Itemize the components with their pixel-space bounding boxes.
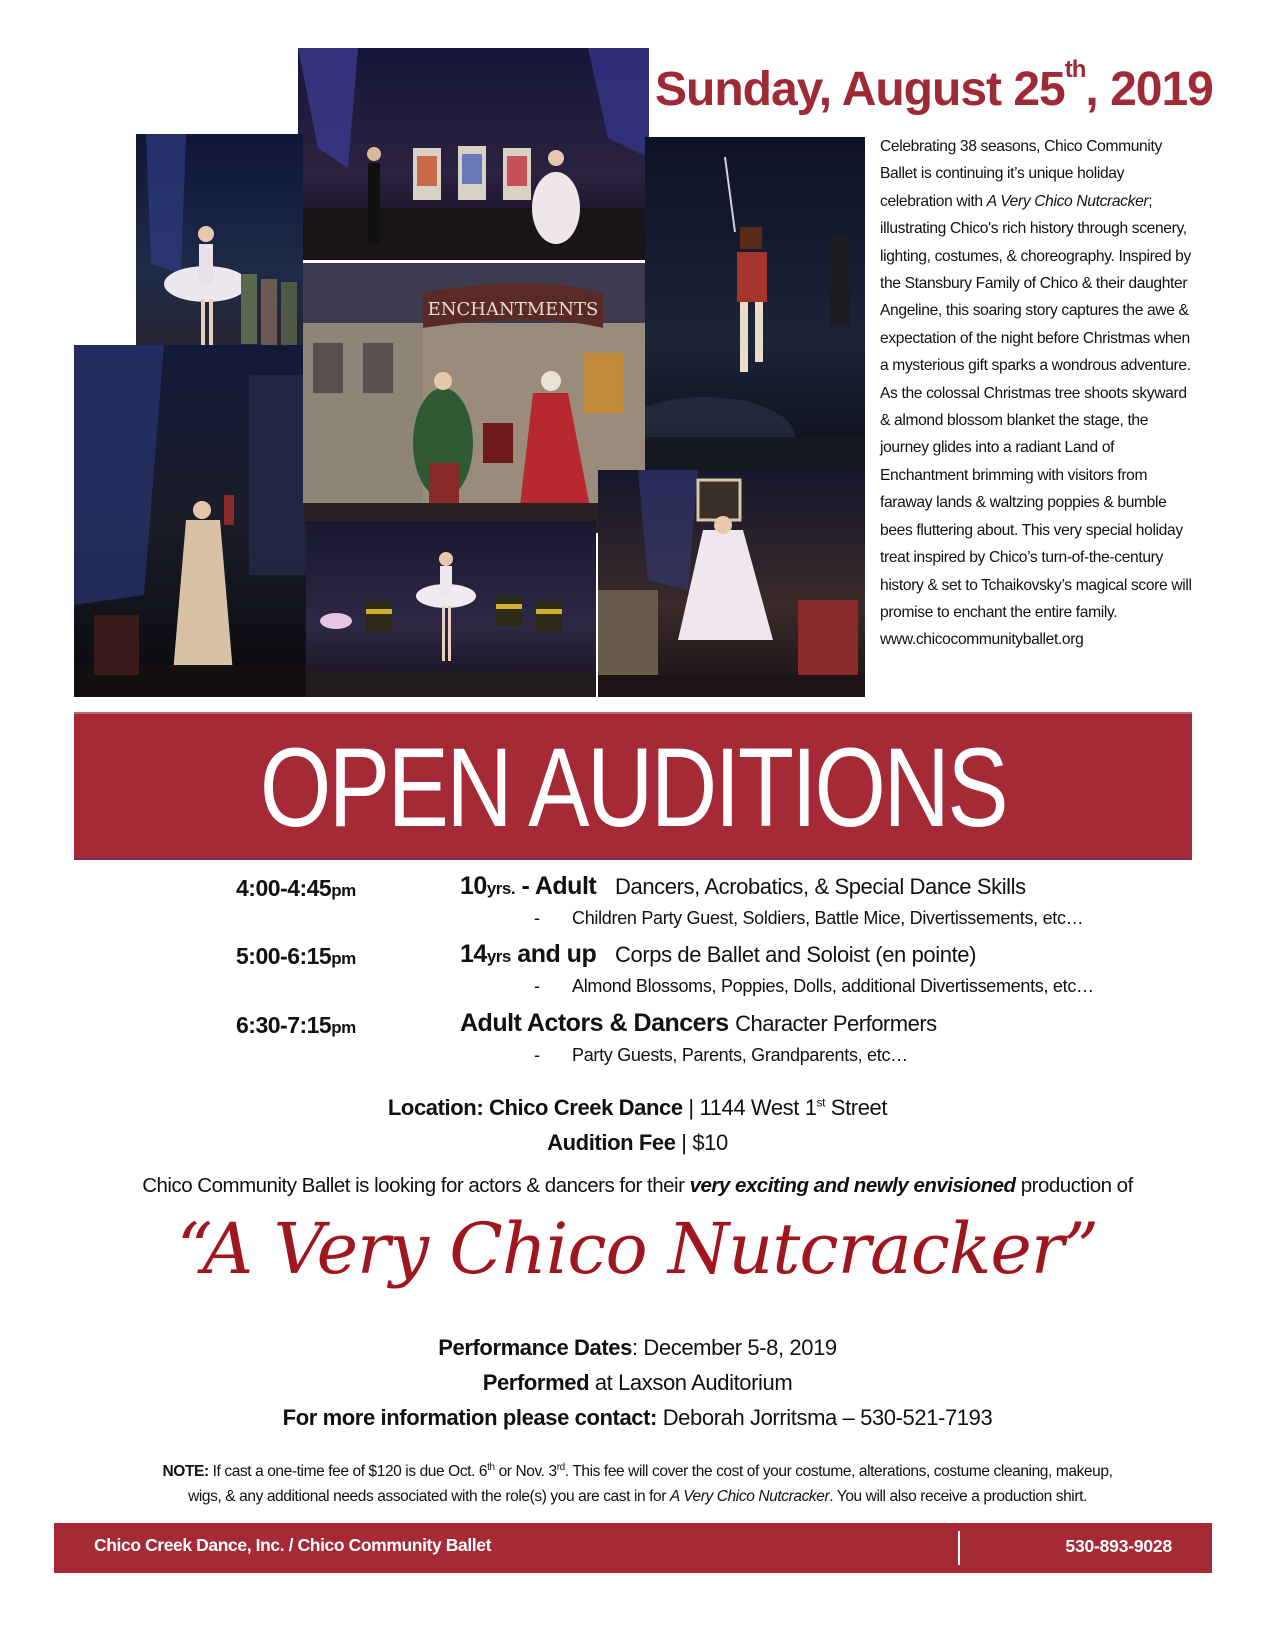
enchantments-sign-text: ENCHANTMENTS	[427, 299, 599, 320]
schedule-sub-1: Children Party Guest, Soldiers, Battle Mice, Divertissements, etc…	[572, 908, 1084, 928]
schedule-sub-3: Party Guests, Parents, Grandparents, etc…	[572, 1045, 908, 1065]
event-date-heading: Sunday, August 25th, 2019	[655, 56, 1213, 116]
footer-organization: Chico Creek Dance, Inc. / Chico Community Ballet	[94, 1535, 492, 1555]
schedule-age-1: 10yrs. - Adult	[460, 872, 597, 900]
schedule-role-2: Corps de Ballet and Soloist (en pointe)	[615, 942, 977, 967]
intro-line: Chico Community Ballet is looking for actors & dancers for their very exciting and newly envisioned production of	[142, 1174, 1133, 1197]
contact-info: For more information please contact: Deborah Jorritsma – 530-521-7193	[282, 1405, 993, 1430]
performance-dates: Performance Dates: December 5-8, 2019	[438, 1335, 837, 1360]
schedule-time-2: 5:00-6:15pm	[236, 943, 356, 969]
schedule-time-1: 4:00-4:45pm	[236, 875, 356, 901]
performance-venue: Performed at Laxson Auditorium	[482, 1370, 793, 1395]
note-line-1: NOTE: If cast a one-time fee of $120 is due Oct. 6th or Nov. 3rd. This fee will cover the cost of your costume, alterations, costume cleaning, makeup,	[162, 1462, 1113, 1481]
schedule-dash-3: -	[534, 1045, 540, 1065]
schedule-role-1: Dancers, Acrobatics, & Special Dance Skills	[615, 874, 1026, 899]
schedule-dash-1: -	[534, 908, 540, 928]
audition-fee-line: Audition Fee | $10	[547, 1130, 728, 1155]
schedule-dash-2: -	[534, 976, 540, 996]
photo-nutcracker-soldier-leap	[645, 137, 865, 475]
photo-enchantments-store-scene	[303, 263, 645, 533]
schedule-age-3: Adult Actors & Dancers Character Performers	[460, 1009, 937, 1037]
photo-bumble-bees-dance	[306, 521, 596, 697]
footer-bar	[54, 1523, 1212, 1573]
show-description: Celebrating 38 seasons, Chico Community Ballet is continuing it’s unique holiday celebration with A Very Chico Nutcracker; illustrating Chico's rich history through scenery, lighting, costumes, & choreography. Inspired by the Stansbury Family of Chico & their daughter Angeline, this soaring story captures the awe & expectation of the night before Christmas when a mysterious gift sparks a wondrous adventure. As the colossal Christmas tree shoots skyward & almond blossom blanket the stage, the journey glides into a radiant Land of Enchantment brimming with visitors from faraway lands & waltzing poppies & bumble bees fluttering about. This very special holiday treat inspired by Chico’s turn-of-the-century history & set to Tchaikovsky’s magical score will promise to enchant the entire family. www.chicocommunityballet.org	[880, 138, 1192, 649]
open-auditions-banner	[74, 712, 1192, 860]
note-line-2: wigs, & any additional needs associated with the role(s) you are cast in for A Very Chico Nutcracker. You will also receive a production shirt.	[188, 1488, 1087, 1505]
schedule-sub-2: Almond Blossoms, Poppies, Dolls, additional Divertissements, etc…	[572, 976, 1094, 996]
show-title: “A Very Chico Nutcracker”	[176, 1208, 1099, 1290]
photo-woman-holding-nutcracker	[74, 345, 306, 697]
schedule-time-3: 6:30-7:15pm	[236, 1012, 356, 1038]
location-line: Location: Chico Creek Dance | 1144 West 1st Street	[387, 1095, 888, 1120]
banner-title: OPEN AUDITIONS	[259, 725, 1007, 850]
schedule-age-2: 14yrs and up	[460, 940, 597, 968]
footer-divider	[958, 1531, 960, 1565]
website-link[interactable]: www.chicocommunityballet.org	[880, 631, 1084, 649]
footer-phone[interactable]: 530-893-9028	[1065, 1536, 1172, 1556]
photo-party-scene-banners	[298, 48, 649, 260]
photo-ballerina-with-frame	[598, 470, 865, 697]
